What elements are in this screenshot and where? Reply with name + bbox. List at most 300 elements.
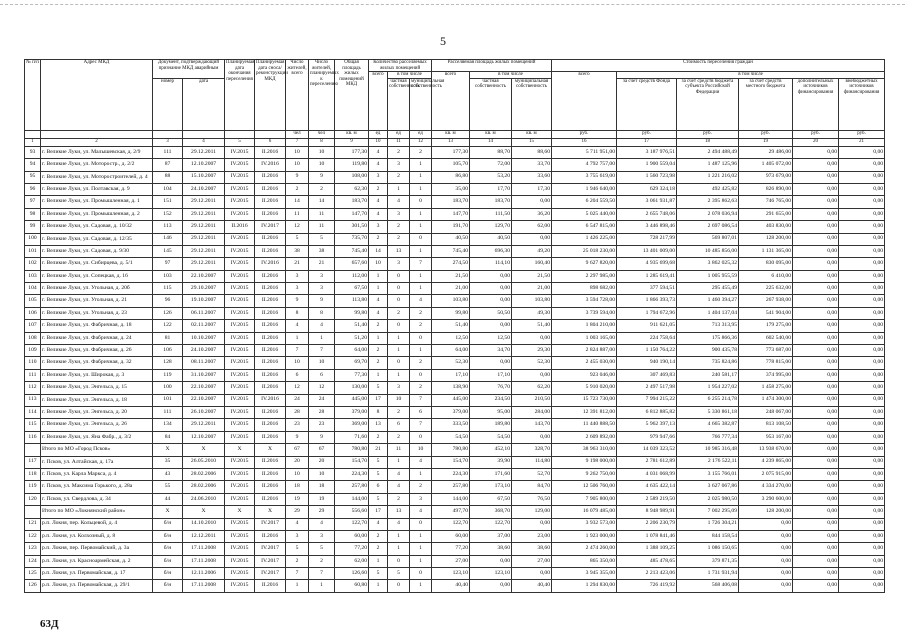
table-cell: 0 <box>388 320 410 332</box>
table-cell: 95,00 <box>470 406 512 418</box>
table-cell: 4 334 270,00 <box>739 481 793 493</box>
table-cell: 17.11.2008 <box>183 580 225 592</box>
table-cell: 0,00 <box>470 357 512 369</box>
table-cell: 7 <box>286 568 309 580</box>
column-number-cell: 10 <box>369 138 388 146</box>
table-cell: 183,70 <box>432 196 470 208</box>
table-cell: 1 <box>369 283 388 295</box>
table-cell: II.2016 <box>255 406 286 418</box>
table-row <box>25 196 885 208</box>
address-cell: г. Великие Луки, ул. Садовая, д. 10/32 <box>41 221 153 233</box>
resettlement-register-table <box>24 59 885 593</box>
table-cell: 3 187 976,51 <box>617 146 677 158</box>
table-cell: 0,00 <box>839 444 885 456</box>
table-cell: 9 <box>309 171 335 183</box>
table-cell: 100 <box>25 233 41 245</box>
table-row <box>25 283 885 295</box>
unit-cell: ед <box>410 130 432 138</box>
table-cell: 125 <box>25 568 41 580</box>
table-cell: 2 <box>369 543 388 555</box>
table-cell: 0,00 <box>839 555 885 567</box>
table-cell: 0,00 <box>839 431 885 443</box>
address-cell: г. Великие Луки, ул. Угольная, д. 21 <box>41 295 153 307</box>
table-cell: 43 <box>153 468 183 480</box>
table-cell: 7 <box>309 345 335 357</box>
table-cell: IV.2015 <box>225 357 255 369</box>
table-cell: 96 <box>153 295 183 307</box>
address-cell: г. Великие Луки, ул. Энгельса, д. 26 <box>41 419 153 431</box>
table-cell: 38 963 310,00 <box>552 444 617 456</box>
table-cell: 29.12.2011 <box>183 245 225 257</box>
table-cell: II.2016 <box>255 382 286 394</box>
table-cell: 2 <box>388 221 410 233</box>
table-cell: 257,80 <box>432 481 470 493</box>
table-cell: 4 792 757,00 <box>552 159 617 171</box>
table-cell: 2 025 980,50 <box>677 493 739 505</box>
table-cell: 22.10.2007 <box>183 394 225 406</box>
table-cell: 291 655,00 <box>739 208 793 220</box>
table-cell: IV.2017 <box>255 568 286 580</box>
table-cell: 4 <box>369 208 388 220</box>
table-cell: 2 609 892,00 <box>552 431 617 443</box>
table-cell: 111 <box>153 406 183 418</box>
header-planned-resettlement: Планируемая дата окончания переселения <box>225 60 255 131</box>
table-cell: 77,20 <box>432 543 470 555</box>
table-cell: IV.2015 <box>225 555 255 567</box>
address-cell: г. Великие Луки, ул. Полтавская, д. 9 <box>41 183 153 195</box>
table-cell: IV.2015 <box>225 468 255 480</box>
header-cost-fund: за счет средств Фонда <box>617 78 677 130</box>
table-cell: 2 <box>388 307 410 319</box>
table-row <box>25 320 885 332</box>
unit-cell: кв. м <box>432 130 470 138</box>
column-number-cell: 17 <box>617 138 677 146</box>
table-cell: б/н <box>153 568 183 580</box>
table-cell: 29 486,00 <box>739 146 793 158</box>
table-cell: 1 794 672,96 <box>617 307 677 319</box>
table-cell: 0,00 <box>793 320 839 332</box>
table-cell: 0,00 <box>793 518 839 530</box>
table-cell: 1 946 640,00 <box>552 183 617 195</box>
table-cell: 13 401 009,00 <box>617 245 677 257</box>
table-cell: 2 <box>369 233 388 245</box>
table-cell: 3 <box>388 208 410 220</box>
table-cell: IV.2015 <box>225 580 255 592</box>
table-cell: 0,00 <box>793 270 839 282</box>
table-row <box>25 493 885 505</box>
table-cell: 191,70 <box>432 221 470 233</box>
table-cell: 2 <box>410 320 432 332</box>
table-cell: 104 <box>25 283 41 295</box>
table-cell: 119 <box>25 481 41 493</box>
table-cell: IV.2015 <box>225 159 255 171</box>
table-cell: 4 <box>410 456 432 468</box>
table-cell: 122,70 <box>432 518 470 530</box>
table-cell: 0,00 <box>793 258 839 270</box>
table-cell: 14 <box>369 245 388 257</box>
table-cell: 122 <box>25 530 41 542</box>
table-cell: 3 <box>410 493 432 505</box>
table-cell: X <box>153 506 183 518</box>
table-cell: 10 <box>369 258 388 270</box>
table-cell: 2 <box>286 555 309 567</box>
table-cell: 144,00 <box>335 493 369 505</box>
table-row <box>25 530 885 542</box>
column-number-cell: 20 <box>793 138 839 146</box>
table-cell: II.2016 <box>255 183 286 195</box>
table-cell: 0,00 <box>793 369 839 381</box>
table-cell: 1 <box>410 208 432 220</box>
table-cell: 111 <box>25 369 41 381</box>
address-cell: р.п. Локня, ул. Первомайская, д. 17 <box>41 568 153 580</box>
table-cell: 16 079 485,00 <box>552 506 617 518</box>
table-cell: II.2016 <box>225 221 255 233</box>
table-cell: 5 <box>388 568 410 580</box>
table-cell: 93 <box>25 146 41 158</box>
table-cell: 60,00 <box>335 530 369 542</box>
table-cell: 0,00 <box>839 221 885 233</box>
table-cell: 5 <box>286 233 309 245</box>
table-cell: 1 <box>410 345 432 357</box>
table-cell: 88,70 <box>470 146 512 158</box>
table-cell: II.2016 <box>255 295 286 307</box>
table-cell: 0,00 <box>793 159 839 171</box>
table-cell: 485 478,65 <box>617 555 677 567</box>
table-cell: 3 446 898,46 <box>617 221 677 233</box>
table-cell: 911 621,05 <box>617 320 677 332</box>
table-cell: 51,40 <box>432 320 470 332</box>
table-cell: 24 <box>286 394 309 406</box>
table-cell: 844 158,54 <box>677 530 739 542</box>
table-cell: 1 078 841,46 <box>617 530 677 542</box>
table-cell: 274,50 <box>432 258 470 270</box>
table-cell: 98 <box>25 208 41 220</box>
table-cell: 114,10 <box>470 258 512 270</box>
table-cell: 1 405 072,00 <box>739 159 793 171</box>
address-cell: г. Великие Луки, ул. Угольная, д. 23 <box>41 307 153 319</box>
table-cell: 0,00 <box>512 196 552 208</box>
table-cell: 735 824,86 <box>677 357 739 369</box>
table-cell: 1 954 227,02 <box>677 382 739 394</box>
table-cell: 11 <box>309 221 335 233</box>
table-cell: 0 <box>410 196 432 208</box>
table-cell: 4 <box>286 320 309 332</box>
table-cell: 9 <box>309 295 335 307</box>
table-cell: 96 <box>25 183 41 195</box>
table-cell: IV.2015 <box>225 345 255 357</box>
table-cell: 20 <box>309 456 335 468</box>
header-doc-number: номер <box>153 78 183 130</box>
table-cell: 9 262 750,00 <box>552 468 617 480</box>
table-cell: II.2016 <box>255 307 286 319</box>
table-cell: 175 866,36 <box>677 332 739 344</box>
table-cell: 5 330 861,18 <box>677 406 739 418</box>
table-cell: 12 506 760,00 <box>552 481 617 493</box>
table-cell: 4 <box>369 146 388 158</box>
table-cell: 5 711 951,00 <box>552 146 617 158</box>
table-cell: 0,00 <box>793 406 839 418</box>
table-cell: 556,60 <box>335 506 369 518</box>
unit-cell: ед <box>369 130 388 138</box>
table-cell <box>25 506 41 518</box>
table-cell: 568 406,08 <box>677 580 739 592</box>
table-cell: 13 <box>369 419 388 431</box>
table-cell: 9 198 000,00 <box>552 456 617 468</box>
table-cell: 2 <box>410 382 432 394</box>
table-cell: 3 <box>286 283 309 295</box>
address-cell: г. Великие Луки, ул. Энгельса, д. 18 <box>41 394 153 406</box>
unit-cell: руб. <box>677 130 739 138</box>
total-row <box>25 506 885 518</box>
table-cell: 7 <box>286 345 309 357</box>
header-residents-planned: Число жителей, планируемых к переселению <box>309 60 335 131</box>
table-cell: 71,60 <box>335 431 369 443</box>
table-cell: 1 285 619,41 <box>617 270 677 282</box>
address-cell: г. Великие Луки, ул. Сопецкая, д. 16 <box>41 270 153 282</box>
table-cell: 11 <box>286 208 309 220</box>
table-cell: 1 <box>410 555 432 567</box>
table-cell: 21,00 <box>432 283 470 295</box>
table-cell: 55 <box>153 481 183 493</box>
table-cell: 1 474 300,00 <box>739 394 793 406</box>
table-cell: 4 <box>410 506 432 518</box>
table-cell: 97 <box>25 196 41 208</box>
table-cell: 0,00 <box>793 568 839 580</box>
register-table-wrapper <box>24 59 885 593</box>
table-cell: 22.10.2007 <box>183 382 225 394</box>
table-cell: IV.2015 <box>225 406 255 418</box>
table-cell: б/н <box>153 530 183 542</box>
table-cell: 1 <box>388 530 410 542</box>
table-cell: 248 067,00 <box>739 406 793 418</box>
table-cell: 1 726 304,21 <box>677 518 739 530</box>
table-cell: 29,30 <box>512 345 552 357</box>
table-cell: 38 <box>286 245 309 257</box>
table-cell: II.2016 <box>255 468 286 480</box>
table-cell: 0,00 <box>793 481 839 493</box>
table-cell: 49,30 <box>512 307 552 319</box>
table-cell: IV.2016 <box>255 394 286 406</box>
table-cell: 123,10 <box>432 568 470 580</box>
table-cell: 224,30 <box>432 468 470 480</box>
table-cell: 36,20 <box>512 208 552 220</box>
table-cell: IV.2015 <box>225 307 255 319</box>
table-cell: 295 455,49 <box>677 283 739 295</box>
table-cell: 128 200,00 <box>739 506 793 518</box>
table-cell: II.2016 <box>255 283 286 295</box>
table-cell: 108,00 <box>335 171 369 183</box>
header-document: Документ, подтверждающий признание МКД аварийным <box>153 60 225 79</box>
table-row <box>25 233 885 245</box>
table-cell: 541 904,00 <box>739 307 793 319</box>
table-cell: 1 <box>369 270 388 282</box>
table-cell: 0,00 <box>839 196 885 208</box>
table-cell: 301,50 <box>335 221 369 233</box>
table-cell: 6 <box>388 419 410 431</box>
table-cell: 121 <box>25 518 41 530</box>
table-cell: 445,00 <box>432 394 470 406</box>
header-area-total: всего <box>432 72 470 131</box>
header-address: Адрес МКД <box>41 60 153 131</box>
table-cell: 0,00 <box>839 233 885 245</box>
table-cell: 119,80 <box>335 159 369 171</box>
table-cell: 62,00 <box>335 555 369 567</box>
table-cell: 328,70 <box>512 444 552 456</box>
table-cell: 6 <box>309 369 335 381</box>
table-cell: 3 061 931,87 <box>617 196 677 208</box>
units-blank-cell <box>255 130 286 138</box>
table-cell: 369,00 <box>335 419 369 431</box>
table-row <box>25 183 885 195</box>
table-cell: 10 <box>286 357 309 369</box>
table-cell: 160,40 <box>512 258 552 270</box>
unit-cell: кв. м <box>335 130 369 138</box>
table-cell: 953 167,00 <box>739 431 793 443</box>
table-cell: 1 <box>410 171 432 183</box>
table-cell: 76,50 <box>512 493 552 505</box>
table-cell: 0,00 <box>839 307 885 319</box>
table-cell: 1 <box>369 580 388 592</box>
table-cell: II.2016 <box>255 171 286 183</box>
table-cell: IV.2015 <box>225 456 255 468</box>
table-cell: 124 <box>25 555 41 567</box>
units-blank-cell <box>153 130 183 138</box>
address-cell: р.п. Локня, пер. Первомайский, д. 3а <box>41 543 153 555</box>
table-cell: 1 487 125,96 <box>677 159 739 171</box>
column-number-cell: 18 <box>677 138 739 146</box>
table-cell: 0,00 <box>739 580 793 592</box>
table-cell: 183,70 <box>335 196 369 208</box>
table-cell: 0,00 <box>793 208 839 220</box>
table-cell: 813 108,50 <box>739 419 793 431</box>
table-cell: 602 540,00 <box>739 332 793 344</box>
table-cell: 33,70 <box>512 159 552 171</box>
table-cell: 4 <box>369 196 388 208</box>
table-cell: 154,70 <box>432 456 470 468</box>
address-cell: г. Великие Луки, ул. Моторостр., д. 2/2 <box>41 159 153 171</box>
table-cell: 0,00 <box>839 357 885 369</box>
table-cell: 109 <box>25 345 41 357</box>
table-cell: 979 947,66 <box>617 431 677 443</box>
table-cell: 497,70 <box>432 506 470 518</box>
table-cell: 5 <box>369 382 388 394</box>
table-cell: 3 862 025,32 <box>677 258 739 270</box>
table-cell: 143,70 <box>512 419 552 431</box>
table-cell: 64,00 <box>335 345 369 357</box>
table-cell: 3 <box>369 171 388 183</box>
column-number-cell: 7 <box>286 138 309 146</box>
table-cell: IV.2015 <box>225 283 255 295</box>
address-cell: Итого по МО «Локнянский район» <box>41 506 153 518</box>
table-cell: 129,00 <box>512 506 552 518</box>
table-cell: 147,70 <box>432 208 470 220</box>
table-cell: 102 <box>25 258 41 270</box>
table-cell: 108 <box>25 332 41 344</box>
table-cell: 67,50 <box>335 283 369 295</box>
table-cell: 11 <box>388 444 410 456</box>
table-cell: 76,70 <box>470 382 512 394</box>
table-cell: 0,00 <box>793 295 839 307</box>
table-cell: 0 <box>388 295 410 307</box>
table-cell: 1 866 393,73 <box>617 295 677 307</box>
table-cell: 0,00 <box>793 555 839 567</box>
table-cell: 257,80 <box>335 481 369 493</box>
table-row <box>25 419 885 431</box>
table-cell: 3 932 573,00 <box>552 518 617 530</box>
table-cell: 4 <box>410 295 432 307</box>
table-cell: 0,00 <box>739 555 793 567</box>
table-cell: 1 221 216,02 <box>677 171 739 183</box>
table-cell: 1 <box>388 456 410 468</box>
column-number-cell: 11 <box>388 138 410 146</box>
table-cell: 62,30 <box>335 183 369 195</box>
table-cell: 6 410,00 <box>739 270 793 282</box>
column-number-cell: 12 <box>410 138 432 146</box>
table-cell: 745,40 <box>432 245 470 257</box>
table-cell: 51,40 <box>512 320 552 332</box>
table-cell: 29.12.2011 <box>183 258 225 270</box>
table-row <box>25 518 885 530</box>
table-cell: 0,00 <box>839 580 885 592</box>
table-row <box>25 159 885 171</box>
column-number-cell: 9 <box>335 138 369 146</box>
table-cell: 88 <box>153 171 183 183</box>
table-cell: IV.2015 <box>225 270 255 282</box>
table-cell: 9 <box>286 171 309 183</box>
table-cell: 12.11.2006 <box>183 568 225 580</box>
table-cell: 0,00 <box>793 493 839 505</box>
table-cell: 21,00 <box>512 283 552 295</box>
table-cell: X <box>255 506 286 518</box>
table-cell: 21 <box>369 444 388 456</box>
table-cell: 14.10.2010 <box>183 518 225 530</box>
table-cell: IV.2015 <box>225 568 255 580</box>
column-number-cell: 2 <box>41 138 153 146</box>
table-cell: 403 830,00 <box>739 221 793 233</box>
address-cell: г. Великие Луки, ул. Моторостроителей, д. 4 <box>41 171 153 183</box>
table-cell: 119 <box>153 369 183 381</box>
table-cell: 2 213 423,06 <box>617 568 677 580</box>
table-cell: 1 900 559,04 <box>617 159 677 171</box>
table-cell: 23 <box>309 419 335 431</box>
table-cell: 69,70 <box>335 357 369 369</box>
table-row <box>25 568 885 580</box>
table-cell: 2 455 030,00 <box>552 357 617 369</box>
table-cell: 7 <box>410 394 432 406</box>
table-cell: 3 594 728,00 <box>552 295 617 307</box>
table-row <box>25 468 885 480</box>
table-cell: 6 547 815,00 <box>552 221 617 233</box>
table-cell: II.2016 <box>255 146 286 158</box>
table-cell: 152 <box>153 208 183 220</box>
table-cell: 34,70 <box>470 345 512 357</box>
table-cell: 2 206 230,79 <box>617 518 677 530</box>
table-cell: 0,00 <box>839 518 885 530</box>
table-cell: 0,00 <box>839 481 885 493</box>
table-cell: 116 <box>25 431 41 443</box>
table-cell: IV.2017 <box>255 543 286 555</box>
table-row <box>25 307 885 319</box>
table-cell: 62,00 <box>512 221 552 233</box>
table-cell: 735,70 <box>335 233 369 245</box>
unit-cell: руб. <box>739 130 793 138</box>
table-cell: 10 <box>309 357 335 369</box>
header-residents-total: Число жителей, всего <box>286 60 309 131</box>
table-cell: 2 697 086,54 <box>677 221 739 233</box>
table-cell: 1 <box>410 159 432 171</box>
table-cell: 2 589 219,50 <box>617 493 677 505</box>
table-cell: 10 <box>309 159 335 171</box>
